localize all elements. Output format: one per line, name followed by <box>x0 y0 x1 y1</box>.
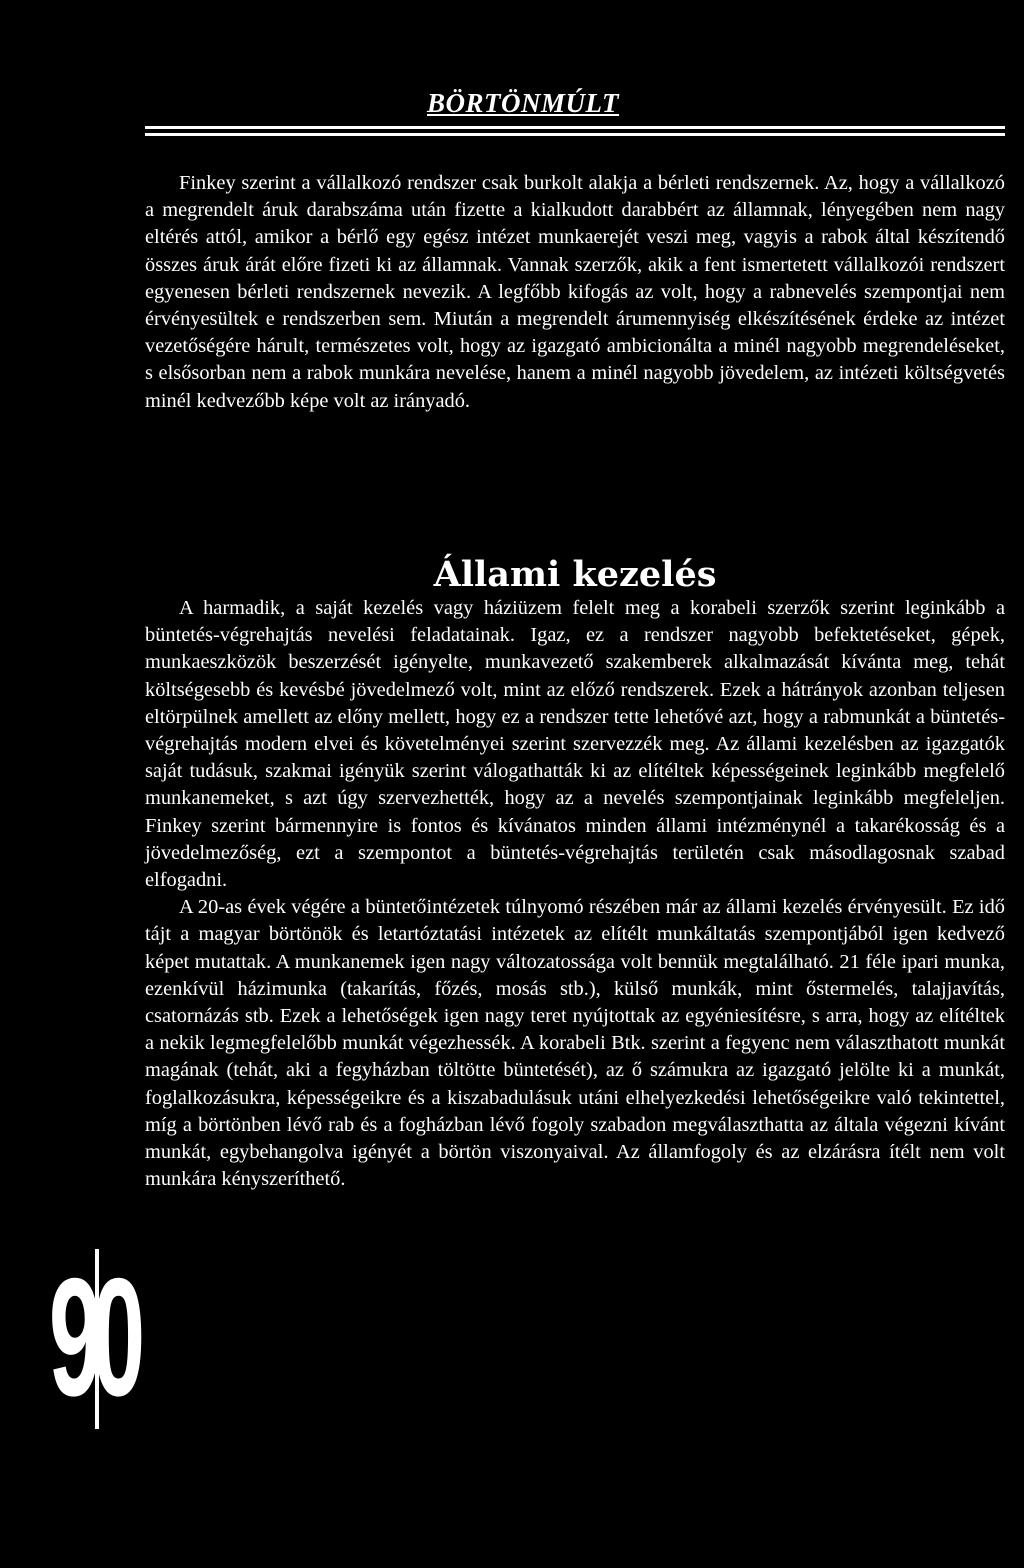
section-heading: Állami kezelés <box>433 554 717 595</box>
header-rule-bottom <box>145 133 1005 136</box>
intro-paragraph: Finkey szerint a vállalkozó rendszer csak burkolt alakja a bérleti rendszernek. Az, hogy a vállalkozó a megrendelt áruk darabszáma után fizette a kialkudott darabbért az államnak, lényegében nem nagy eltérés attól, amikor a bérlő egy egész intézet munkaerejét veszi meg, vagyis a rabok által készítendő összes áruk árát előre fizeti ki az államnak. Vannak szerzők, akik a fent ismertetett vállalkozói rendszert egyenesen bérleti rendszernek nevezik. A legfőbb kifogás az volt, hogy a rabnevelés szempontjai nem érvényesültek e rendszerben sem. Miután a megrendelt árumennyiség elkészítésének érdeke az intézet vezetőségére hárult, természetes volt, hogy az igazgató ambicionálta a minél nagyobb megrendeléseket, s elsősorban nem a rabok munkára nevelése, hanem a minél nagyobb jövedelem, az intézeti költségvetés minél kedvezőbb képe volt az irányadó. <box>145 172 1005 412</box>
page-number-digit-cell <box>48 1244 103 1432</box>
intro-text <box>145 170 1005 415</box>
header-rule-top <box>145 126 1005 129</box>
section-paragraph-1: A harmadik, a saját kezelés vagy háziüzem felelt meg a korabeli szerzők szerint leginkább a büntetés-végrehajtás nevelési feladatainak. Igaz, ez a rendszer nagyobb befektetéseket, gépek, munkaeszközök beszerzését igényelte, munkavezető szakemberek alkalmazását kívánta meg, tehát költségesebb és kevésbé jövedelmező volt, mint az előző rendszerek. Ezek a hátrányok azonban teljesen eltörpülnek amellett az előny mellett, hogy ez a rendszer tette lehetővé azt, hogy a rabmunkát a büntetés-végrehajtás modern elvei és követelményei szerint szervezzék meg. Az állami kezelésben az igazgatók saját tudásuk, szakmai igényük szerint válogathatták ki az elítéltek képességeinek leginkább megfelelő munkanemeket, s azt úgy szervezhették, hogy az a nevelés szempontjainak leginkább megfeleljen. Finkey szerint bármennyire is fontos és kívánatos minden állami intézménynél a takarékosság és a jövedelmezőség, ezt a szempontot a büntetés-végrehajtás területén csak másodlagosnak szabad elfogadni. <box>145 597 1005 892</box>
page-number-digit-cell <box>91 1244 146 1432</box>
page-number-block <box>48 1244 146 1432</box>
running-title: BÖRTÖNMÚLT <box>427 88 620 118</box>
page-header <box>145 88 1005 148</box>
section-paragraph-2: A 20-as évek végére a büntetőintézetek túlnyomó részében már az állami kezelés érvényesült. Ez idő tájt a magyar börtönök és letartóztatási intézetek az elítélt munkáltatás szempontjából igen kedvező képet mutattak. A munkanemek igen nagy változatossága volt bennük megtalálható. 21 féle ipari munka, ezenkívül házimunka (takarítás, főzés, mosás stb.), külső munkák, mint őstermelés, talajjavítás, csatornázás stb. Ezek a lehetőségek igen nagy teret nyújtottak az egyéniesítésre, s arra, hogy az elítéltek a nekik legmegfelelőbb munkát végezhessék. A korabeli Btk. szerint a fegyenc nem választhatott munkát magának (tehát, aki a fegyházban töltötte büntetését), az ő számukra az igazgató jelölte ki a munkát, foglalkozásukra, képességeikre és a kiszabadulásuk utáni elhelyezkedési lehetőségeikre való tekintettel, míg a börtönben lévő rab és a fogházban lévő fogoly szabadon megválaszthatta az általa végezni kívánt munkát, egybehangolva igényét a börtön viszonyaival. Az államfogoly és az elzárásra ítélt nem volt munkára kényszeríthető. <box>145 896 1005 1191</box>
page-number-digit: 9 <box>48 1244 103 1432</box>
page-number-digit: 0 <box>91 1244 146 1432</box>
section-body <box>145 595 1005 1193</box>
